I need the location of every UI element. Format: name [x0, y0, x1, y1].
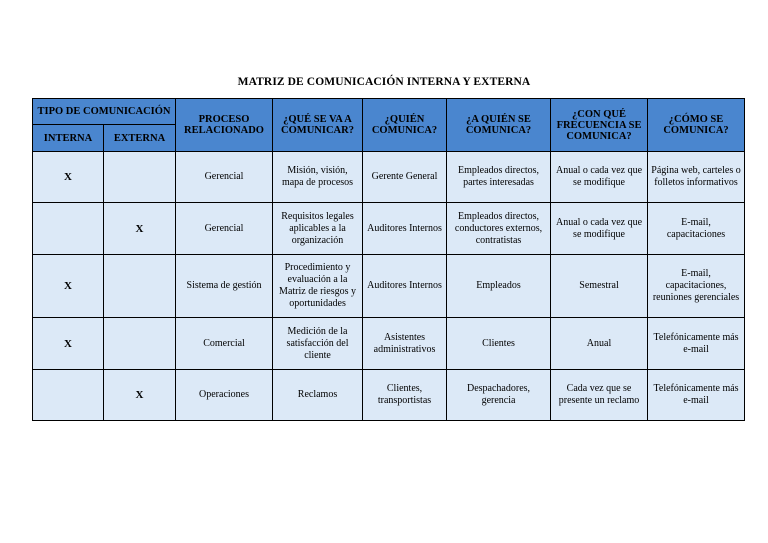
header-proceso: PROCESO RELACIONADO	[176, 99, 273, 152]
cell-proceso: Comercial	[176, 318, 273, 370]
header-externa: EXTERNA	[104, 125, 176, 152]
cell-frecuencia: Semestral	[551, 255, 648, 318]
cell-externa	[104, 318, 176, 370]
cell-que: Misión, visión, mapa de procesos	[273, 152, 363, 203]
cell-externa	[104, 152, 176, 203]
cell-interna: X	[33, 152, 104, 203]
cell-interna	[33, 370, 104, 421]
cell-a-quien: Despachadores, gerencia	[447, 370, 551, 421]
cell-proceso: Operaciones	[176, 370, 273, 421]
cell-como: Página web, carteles o folletos informativos	[648, 152, 745, 203]
header-quien: ¿QUIÉN COMUNICA?	[363, 99, 447, 152]
cell-como: E-mail, capacitaciones, reuniones gerenciales	[648, 255, 745, 318]
communication-matrix-table	[32, 98, 745, 421]
cell-frecuencia: Anual o cada vez que se modifique	[551, 203, 648, 255]
cell-quien: Gerente General	[363, 152, 447, 203]
header-frecuencia: ¿CON QUÉ FRECUENCIA SE COMUNICA?	[551, 99, 648, 152]
cell-que: Medición de la satisfacción del cliente	[273, 318, 363, 370]
cell-interna: X	[33, 318, 104, 370]
cell-quien: Clientes, transportistas	[363, 370, 447, 421]
cell-interna	[33, 203, 104, 255]
cell-externa: X	[104, 203, 176, 255]
cell-que: Procedimiento y evaluación a la Matriz de riesgos y oportunidades	[273, 255, 363, 318]
header-que: ¿QUÉ SE VA A COMUNICAR?	[273, 99, 363, 152]
cell-externa: X	[104, 370, 176, 421]
cell-quien: Auditores Internos	[363, 203, 447, 255]
table-row	[33, 255, 745, 318]
table-row	[33, 203, 745, 255]
cell-frecuencia: Anual	[551, 318, 648, 370]
header-a-quien: ¿A QUIÉN SE COMUNICA?	[447, 99, 551, 152]
cell-como: E-mail, capacitaciones	[648, 203, 745, 255]
cell-interna: X	[33, 255, 104, 318]
cell-que: Requisitos legales aplicables a la organización	[273, 203, 363, 255]
document-title: MATRIZ DE COMUNICACIÓN INTERNA Y EXTERNA	[237, 76, 531, 88]
header-row-top	[33, 99, 745, 125]
header-interna: INTERNA	[33, 125, 104, 152]
cell-que: Reclamos	[273, 370, 363, 421]
cell-proceso: Gerencial	[176, 203, 273, 255]
cell-a-quien: Empleados directos, partes interesadas	[447, 152, 551, 203]
cell-como: Telefónicamente más e-mail	[648, 370, 745, 421]
cell-quien: Auditores Internos	[363, 255, 447, 318]
cell-como: Telefónicamente más e-mail	[648, 318, 745, 370]
cell-quien: Asistentes administrativos	[363, 318, 447, 370]
header-como: ¿CÓMO SE COMUNICA?	[648, 99, 745, 152]
cell-a-quien: Empleados	[447, 255, 551, 318]
cell-a-quien: Empleados directos, conductores externos, contratistas	[447, 203, 551, 255]
table-row	[33, 318, 745, 370]
cell-a-quien: Clientes	[447, 318, 551, 370]
table-row	[33, 152, 745, 203]
cell-frecuencia: Cada vez que se presente un reclamo	[551, 370, 648, 421]
cell-proceso: Gerencial	[176, 152, 273, 203]
cell-proceso: Sistema de gestión	[176, 255, 273, 318]
cell-frecuencia: Anual o cada vez que se modifique	[551, 152, 648, 203]
table-row	[33, 370, 745, 421]
cell-externa	[104, 255, 176, 318]
header-tipo-comunicacion: TIPO DE COMUNICACIÓN	[33, 99, 176, 125]
